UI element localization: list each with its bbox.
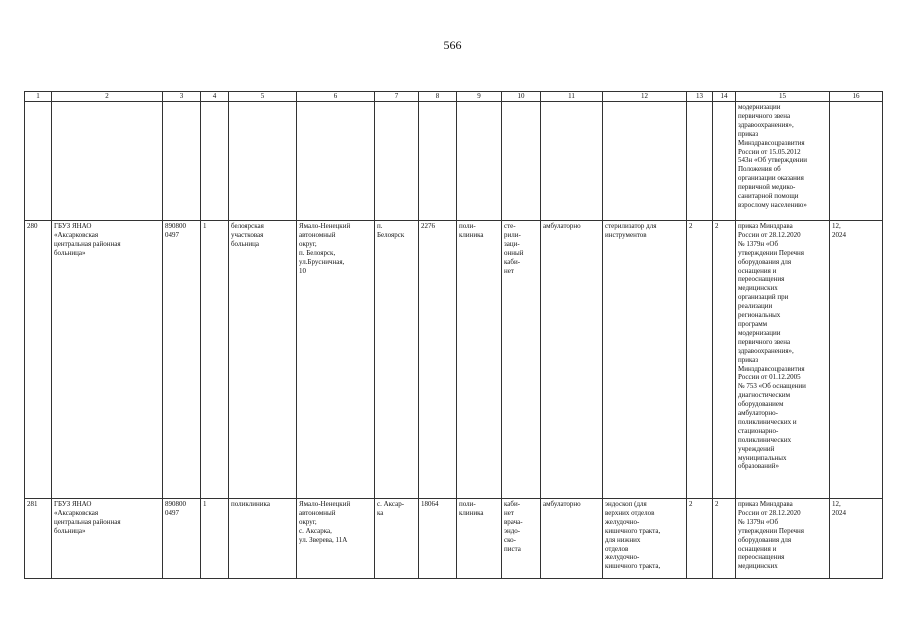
subdivision-cell: белоярская участковая больница bbox=[229, 221, 297, 499]
inn-cell: 890800 0497 bbox=[163, 499, 201, 579]
column-header: 8 bbox=[419, 92, 457, 102]
page-number: 566 bbox=[443, 38, 462, 52]
column-header: 10 bbox=[502, 92, 541, 102]
column-number-header bbox=[25, 92, 883, 102]
column-header: 9 bbox=[457, 92, 502, 102]
column-header: 1 bbox=[25, 92, 52, 102]
legal-basis-cell: модернизации первичного звена здравоохранения», приказ Минздравсоцразвития России от 15.05.2012 543н «Об утверждении Положения об организации оказания первичной медико- санитарной помощи взрослому населению» bbox=[736, 102, 830, 221]
row-number-cell: 281 bbox=[25, 499, 52, 579]
legal-basis-cell: приказ Минздрава России от 28.12.2020 № 1379н «Об утверждении Перечня оборудования для оснащения и переоснащения медицинских организаций при реализации региональных программ модернизации первичного звена здравоохранения», приказ Минздравсоцразвития России от 01.12.2005 № 753 «Об оснащении диагностическим оборудованием амбулаторно- поликлинических и стационарно- поликлинических учреждений муниципальных образований» bbox=[736, 221, 830, 499]
column-header: 13 bbox=[687, 92, 713, 102]
column-header: 2 bbox=[52, 92, 163, 102]
unit-type-cell: поли- клиника bbox=[457, 221, 502, 499]
settlement-cell: п. Белоярск bbox=[375, 221, 419, 499]
address-cell: Ямало-Ненецкий автономный округ, с. Аксарка, ул. Зверева, 11А bbox=[297, 499, 375, 579]
count-cell: 1 bbox=[201, 499, 229, 579]
population-cell: 18064 bbox=[419, 499, 457, 579]
organization-cell: ГБУЗ ЯНАО «Аксарковская центральная районная больница» bbox=[52, 499, 163, 579]
subdivision-cell: поликлиника bbox=[229, 499, 297, 579]
row-number-cell: 280 bbox=[25, 221, 52, 499]
room-cell: каби- нет врача- эндо- ско- писта bbox=[502, 499, 541, 579]
equipment-cell: стерилизатор для инструментов bbox=[603, 221, 687, 499]
unit-type-cell: поли- клиника bbox=[457, 499, 502, 579]
inn-cell: 890800 0497 bbox=[163, 221, 201, 499]
equipment-registry-table bbox=[24, 91, 883, 579]
care-form-cell: амбулаторно bbox=[541, 221, 603, 499]
column-header: 6 bbox=[297, 92, 375, 102]
column-header: 15 bbox=[736, 92, 830, 102]
column-header: 3 bbox=[163, 92, 201, 102]
column-header: 14 bbox=[713, 92, 736, 102]
organization-cell: ГБУЗ ЯНАО «Аксарковская центральная районная больница» bbox=[52, 221, 163, 499]
settlement-cell: с. Аксар- ка bbox=[375, 499, 419, 579]
column-header: 16 bbox=[830, 92, 883, 102]
quantity-planned-cell: 2 bbox=[713, 221, 736, 499]
column-header: 4 bbox=[201, 92, 229, 102]
quantity-required-cell: 2 bbox=[687, 499, 713, 579]
table-row-continuation bbox=[25, 102, 883, 221]
table-row bbox=[25, 221, 883, 499]
column-header: 11 bbox=[541, 92, 603, 102]
equipment-cell: эндоскоп (для верхних отделов желудочно- кишечного тракта, для нижних отделов желудочно- кишечного тракта, bbox=[603, 499, 687, 579]
column-header: 5 bbox=[229, 92, 297, 102]
column-header: 7 bbox=[375, 92, 419, 102]
population-cell: 2276 bbox=[419, 221, 457, 499]
room-cell: сте- рили- заци- онный каби- нет bbox=[502, 221, 541, 499]
legal-basis-cell: приказ Минздрава России от 28.12.2020 № 1379н «Об утверждении Перечня оборудования для оснащения и переоснащения медицинских bbox=[736, 499, 830, 579]
table-row bbox=[25, 499, 883, 579]
term-cell: 12, 2024 bbox=[830, 499, 883, 579]
quantity-required-cell: 2 bbox=[687, 221, 713, 499]
term-cell: 12, 2024 bbox=[830, 221, 883, 499]
column-header: 12 bbox=[603, 92, 687, 102]
care-form-cell: амбулаторно bbox=[541, 499, 603, 579]
count-cell: 1 bbox=[201, 221, 229, 499]
quantity-planned-cell: 2 bbox=[713, 499, 736, 579]
address-cell: Ямало-Ненецкий автономный округ, п. Белоярск, ул.Брусничная, 10 bbox=[297, 221, 375, 499]
